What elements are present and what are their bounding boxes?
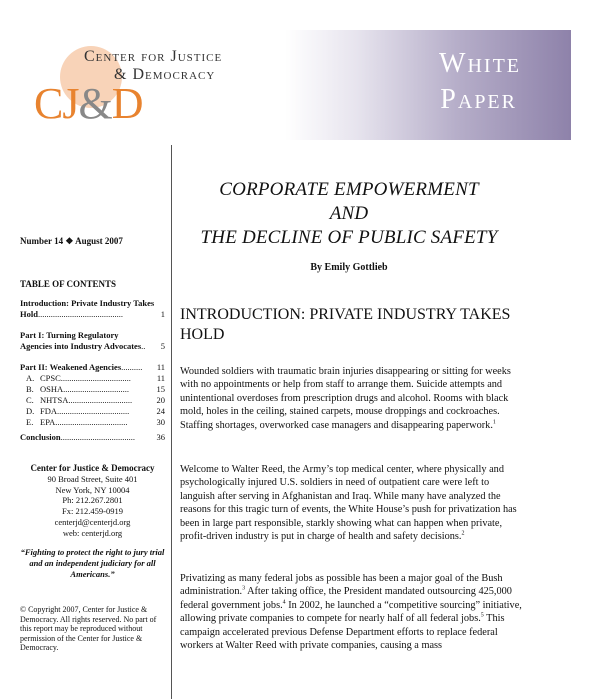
footnote-ref: 5 — [480, 612, 484, 619]
contact-web: web: centerjd.org — [62, 527, 123, 538]
contact-city: New York, NY 10004 — [55, 484, 130, 495]
contact-address: 90 Broad Street, Suite 401 — [47, 473, 138, 484]
footnote-ref: 3 — [242, 585, 246, 592]
contact-fax: Fx: 212.459-0919 — [62, 506, 123, 517]
logo-text-line2: & Democracy — [114, 66, 216, 83]
contact-email: centerjd@centerjd.org — [54, 516, 131, 527]
report-title: CORPORATE EMPOWERMENT AND THE DECLINE OF PUBLIC SAFETY — [200, 179, 498, 248]
contact-block — [20, 463, 165, 539]
issue-number: Number 14 ❖ August 2007 — [20, 236, 123, 246]
toc-entry-part2: Part II: Weakened Agencies .......... 11 A. CPSC ................................. 11 B. OSHA ............................... 15 C. NHTSA .............................. 20 D. FDA .................................. 24 E. EPA .................................. 30 — [20, 362, 165, 427]
logo-text-line1: Center for Justice — [84, 48, 223, 65]
column-divider — [171, 145, 172, 699]
cjd-logo — [20, 34, 280, 134]
paragraph-2: Welcome to Walter Reed, the Army’s top medical center, where physically and psychologically injured U.S. soldiers in need of outpatient care were left to languish after serving in Afghanistan and Iraq. While many have analyzed the reasons for this tragic turn of events, the White House’s push for privatization has been in large part responsible, starkly showing what can happen when private, profit-driven industry is put in charge of health and safety decisions.$^2$ — [180, 464, 517, 543]
footnote-ref: 2 — [461, 530, 465, 537]
toc-subitem: A. CPSC ................................. 11 — [26, 373, 165, 383]
toc-subitem: B. OSHA ............................... 15 — [26, 384, 165, 394]
banner-line2: Paper — [440, 84, 517, 115]
motto: “Fighting to protect the right to jury trial and an independent judiciary for all Americans.” — [20, 547, 165, 579]
toc-entry-intro: Introduction: Private Industry Takes Hold ........................................ 1 — [20, 298, 165, 319]
banner-line1: White — [439, 48, 521, 79]
footnote-ref: 4 — [282, 599, 286, 606]
paragraph-1: Wounded soldiers with traumatic brain injuries disappearing or sitting for weeks with no appointments or help from staff to arrange them. Suicide attempts and unintentional overdoses from prescription drugs and alcohol. Rooms with black mold, holes in the ceiling, stained carpets, mouse droppings and cockroaches. Staffing shortages, overworked case managers and disappearing paperwork.$^1$ — [180, 366, 511, 431]
toc-entry-part1: Part I: Turning Regulatory Agencies into Industry Advocates .. 5 — [20, 330, 165, 351]
copyright-notice: © Copyright 2007, Center for Justice & Democracy. All rights reserved. No part of this report may be reproduced without permission of the Center for Justice & Democracy. — [20, 605, 157, 653]
toc-subitem: E. EPA .................................. 30 — [26, 417, 165, 427]
contact-org: Center for Justice & Democracy — [30, 463, 155, 473]
toc-entry-conclusion: Conclusion ................................... 36 — [20, 432, 165, 442]
byline: By Emily Gottlieb — [310, 262, 388, 273]
toc-subitem: C. NHTSA .............................. 20 — [26, 395, 165, 405]
footnote-ref: 1 — [492, 419, 496, 426]
white-paper-banner — [285, 30, 571, 140]
paragraph-3: Privatizing as many federal jobs as possible has been a major goal of the Bush administration.$^3$ After taking office, the President mandated outsourcing 425,000 federal government jobs.$^4$ In 2002, he launched a “competitive sourcing” initiative, allowing private companies to compete for nearly half of all federal jobs.$^5$ This campaign accelerated previous Defense Department efforts to replace federal workers at Walter Reed with private companies, causing a mass — [180, 573, 522, 652]
toc-subitem: D. FDA .................................. 24 — [26, 406, 165, 416]
toc-title: TABLE OF CONTENTS — [20, 279, 117, 289]
section-heading: INTRODUCTION: PRIVATE INDUSTRY TAKES HOLD — [180, 306, 511, 343]
logo-monogram: CJ&D — [34, 79, 143, 128]
contact-phone: Ph: 212.267.2801 — [62, 495, 123, 506]
